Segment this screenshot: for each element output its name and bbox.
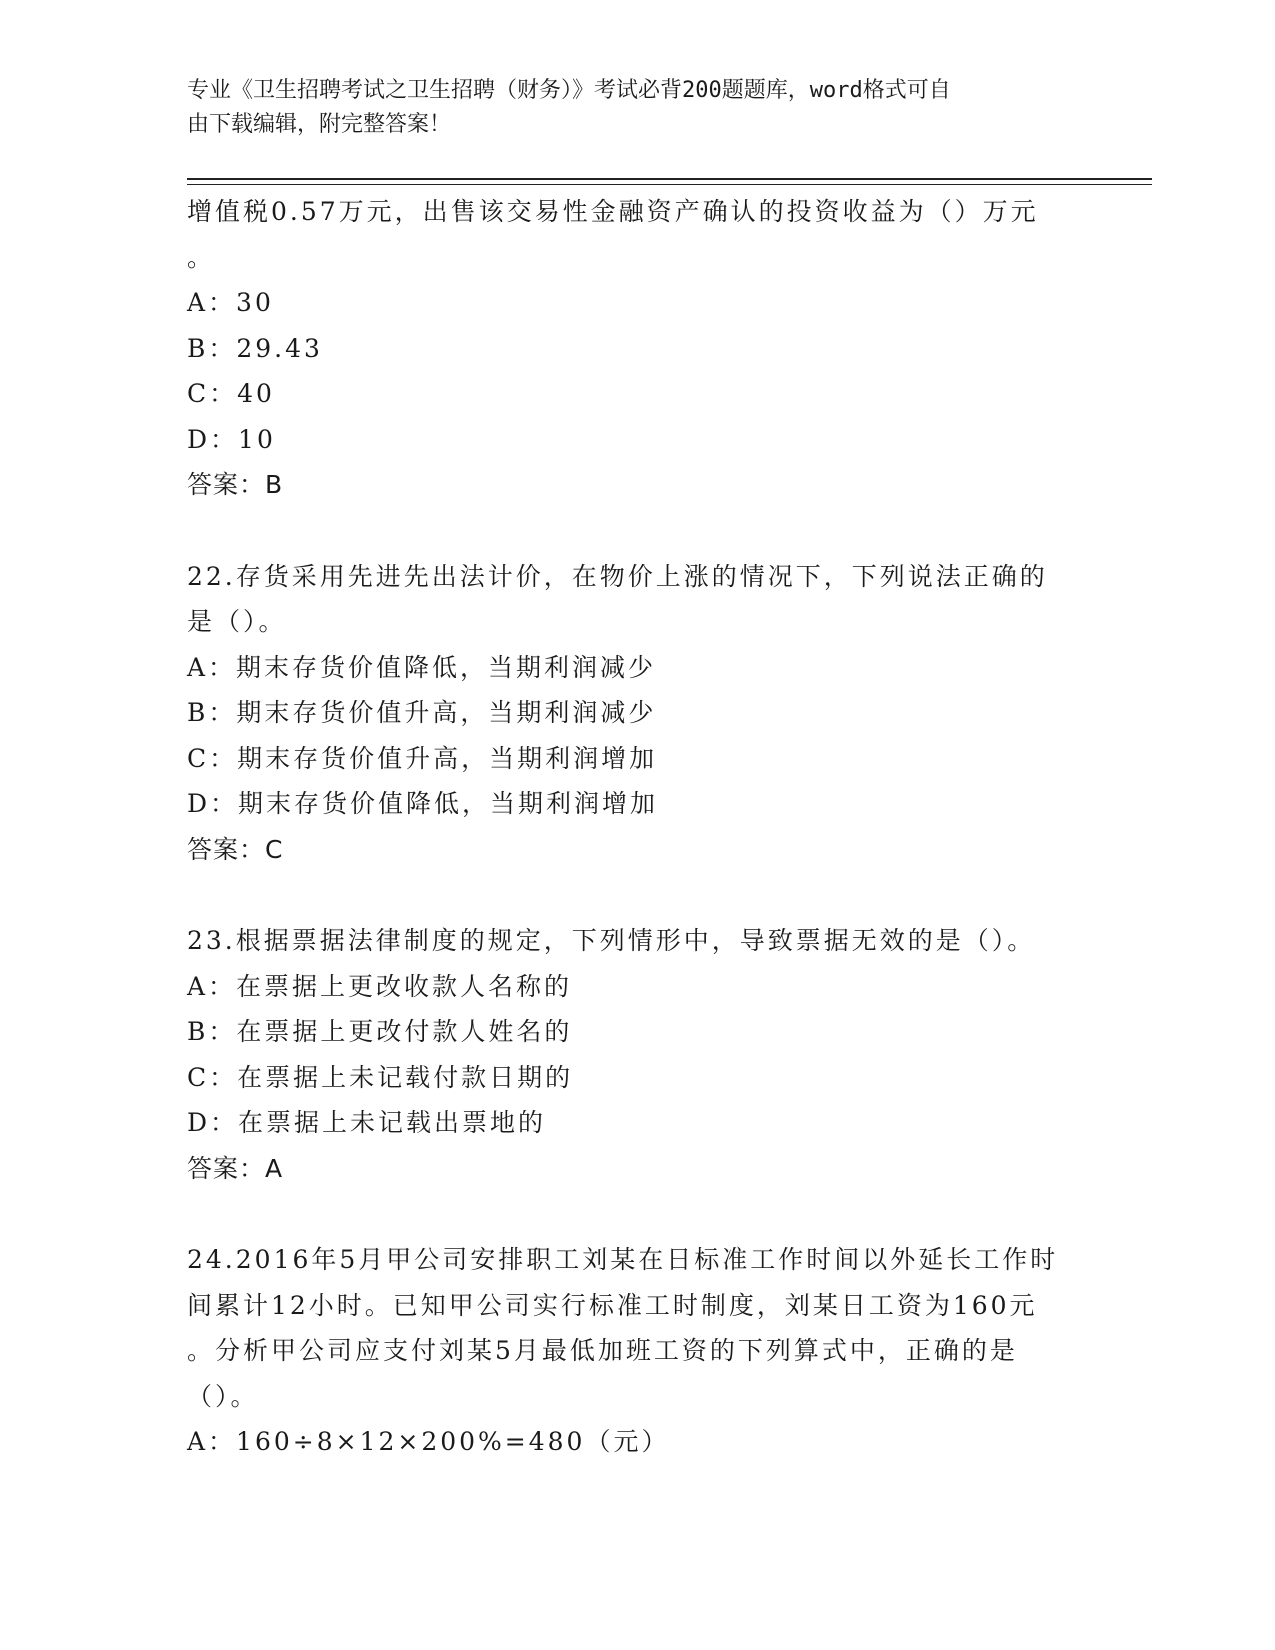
question-text: 23.根据票据法律制度的规定，下列情形中，导致票据无效的是（）。 (187, 926, 1036, 955)
option-d: D：10 (187, 424, 276, 454)
answer-label: 答案：C (187, 834, 284, 864)
question-text: （）。 (187, 1381, 259, 1411)
option-b: B：期末存货价值升高，当期利润减少 (187, 698, 657, 727)
header-line-2: 由下载编辑，附完整答案！ (187, 112, 452, 137)
option-c: C：40 (187, 379, 275, 408)
question-text: 24.2016年5月甲公司安排职工刘某在日标准工作时间以外延长工作时 (187, 1245, 1059, 1274)
spacer (187, 508, 1087, 554)
option-a: A：期末存货价值降低，当期利润减少 (187, 652, 657, 682)
option-b: B：在票据上更改付款人姓名的 (187, 1017, 573, 1046)
question-text: 22.存货采用先进先出法计价，在物价上涨的情况下，下列说法正确的 (187, 561, 1048, 591)
question-text: 增值税0.57万元，出售该交易性金融资产确认的投资收益为（）万元 (187, 197, 1039, 226)
option-d: D：期末存货价值降低，当期利润增加 (187, 789, 659, 818)
option-a: A：在票据上更改收款人名称的 (187, 971, 573, 1001)
answer-label: 答案：B (187, 470, 284, 499)
question-21-continued (187, 189, 1087, 508)
header-line-1: 专业《卫生招聘考试之卫生招聘（财务）》考试必背200题题库，word格式可自 (187, 78, 951, 103)
question-text: 。 (187, 242, 216, 272)
spacer (187, 1191, 1087, 1237)
option-c: C：期末存货价值升高，当期利润增加 (187, 743, 658, 773)
option-a: A：160÷8×12×200%=480（元） (187, 1427, 670, 1456)
option-a: A：30 (187, 288, 274, 317)
option-d: D：在票据上未记载出票地的 (187, 1108, 547, 1137)
header-divider-thin (187, 184, 1152, 185)
question-22 (187, 554, 1087, 873)
question-text: 。分析甲公司应支付刘某5月最低加班工资的下列算式中，正确的是 (187, 1336, 1018, 1365)
option-b: B：29.43 (187, 333, 323, 363)
document-header (187, 74, 1087, 142)
question-list (187, 189, 1087, 1465)
question-24 (187, 1237, 1087, 1465)
question-text: 间累计12小时。已知甲公司实行标准工时制度，刘某日工资为160元 (187, 1290, 1038, 1320)
question-text: 是（）。 (187, 607, 287, 636)
option-c: C：在票据上未记载付款日期的 (187, 1062, 574, 1092)
answer-label: 答案：A (187, 1153, 284, 1183)
header-divider-thick (187, 178, 1152, 180)
spacer (187, 872, 1087, 918)
question-23 (187, 918, 1087, 1191)
